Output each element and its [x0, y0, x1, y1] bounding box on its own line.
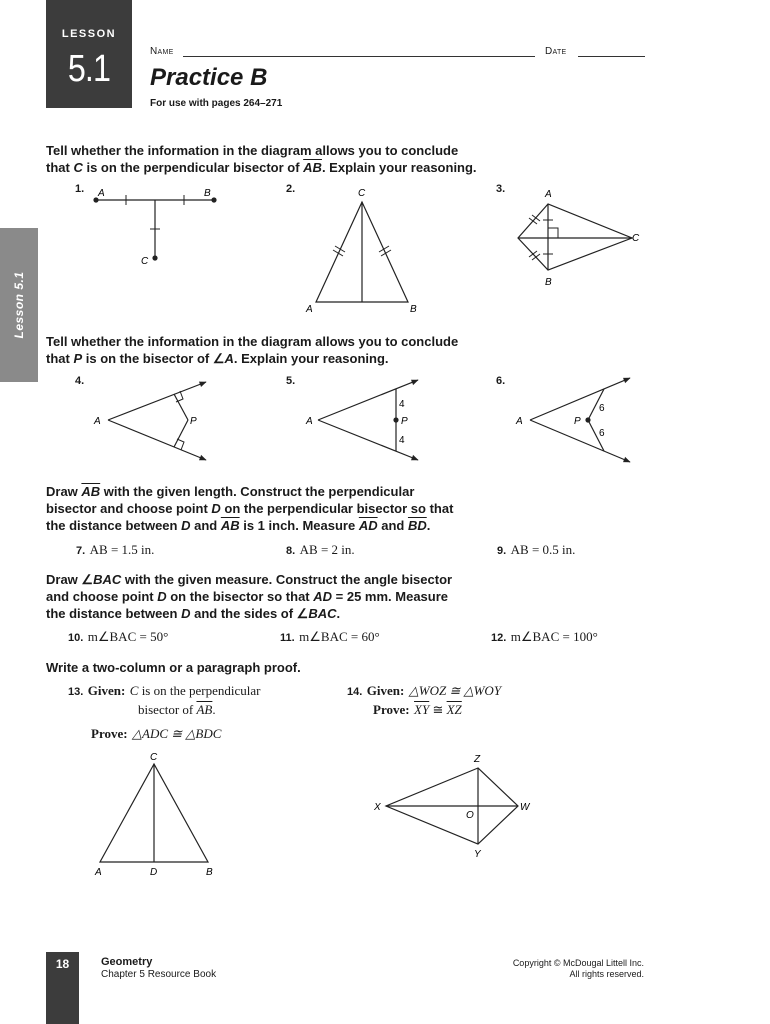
svg-text:C: C: [358, 188, 366, 199]
svg-text:W: W: [520, 802, 530, 813]
name-line[interactable]: [183, 56, 535, 57]
lesson-number: 5.1: [67, 48, 111, 90]
problem-13: 13. Given: C is on the perpendicular bisector of $\overline{AB}$. Prove: △ADC ≅ △BDC: [68, 683, 261, 741]
diagram-4: [90, 374, 220, 466]
svg-text:O: O: [466, 810, 474, 821]
svg-text:6: 6: [599, 428, 605, 439]
svg-text:C: C: [632, 233, 640, 244]
name-label: Name: [150, 46, 174, 57]
section4-instructions: Draw ∠BAC with the given measure. Construct the angle bisector and choose point D on the bisector so that AD = 25 mm. Measure the distance between D and the sides of ∠BAC.: [46, 572, 453, 621]
diagram-1: [90, 184, 220, 268]
problem-12: 12. m∠BAC = 100°: [491, 629, 598, 644]
svg-text:Z: Z: [474, 754, 481, 765]
svg-text:A: A: [516, 416, 523, 427]
diagram-2: [300, 184, 430, 316]
lesson-box: [46, 0, 132, 108]
svg-text:A: A: [545, 189, 552, 200]
lesson-label: LESSON: [61, 28, 117, 40]
problem-4-number: 4.: [75, 375, 85, 387]
problem-9: 9. AB = 0.5 in.: [497, 542, 576, 557]
date-line[interactable]: [578, 56, 645, 57]
svg-text:P: P: [190, 416, 197, 427]
problem-5-number: 5.: [286, 375, 296, 387]
svg-text:P: P: [574, 416, 581, 427]
page-title: Practice B: [150, 64, 268, 91]
problem-10: 10. m∠BAC = 50°: [68, 629, 169, 644]
problem-2-number: 2.: [286, 183, 296, 195]
label-c: C: [141, 256, 149, 267]
svg-text:B: B: [410, 304, 417, 315]
svg-text:A: A: [94, 416, 101, 427]
footer-chapter: Chapter 5 Resource Book: [101, 969, 217, 980]
problem-11: 11. m∠BAC = 60°: [280, 629, 380, 644]
page-subtitle: For use with pages 264–271: [150, 98, 283, 109]
date-label: Date: [545, 46, 567, 57]
label-b: B: [204, 188, 211, 199]
svg-text:B: B: [206, 867, 213, 878]
diagram-5: [300, 374, 430, 466]
diagram-14: [370, 750, 540, 862]
page-number-box: [46, 952, 79, 1024]
footer-book: Geometry: [101, 956, 153, 968]
problem-7: 7. AB = 1.5 in.: [76, 542, 155, 557]
problem-8: 8. AB = 2 in.: [286, 542, 355, 557]
section3-instructions: Draw $\overline{AB}$ with the given length. Construct the perpendicular bisector and choose point D on the perpendicular bisector so that the distance between D and $\overline{AB}$ is 1 inch. Measure $\overline{AD}$ and $\overline{BD}$.: [46, 484, 454, 533]
problem-14: 14. Given: △WOZ ≅ △WOY Prove: $\overline{XY}$ ≅ $\overline{XZ}$: [347, 683, 502, 717]
svg-text:4: 4: [399, 435, 405, 446]
section5-heading: Write a two-column or a paragraph proof.: [46, 660, 301, 675]
page-number: 18: [55, 957, 70, 971]
diagram-13: [90, 748, 230, 882]
svg-text:6: 6: [599, 403, 605, 414]
svg-text:A: A: [306, 416, 313, 427]
svg-text:A: A: [306, 304, 313, 315]
footer-copyright: Copyright © McDougal Littell Inc. All rights reserved.: [512, 958, 644, 979]
svg-text:Y: Y: [474, 849, 481, 860]
diagram-3: [510, 184, 650, 290]
svg-text:A: A: [95, 867, 102, 878]
svg-text:X: X: [374, 802, 381, 813]
svg-text:D: D: [150, 867, 158, 878]
side-tab: [0, 228, 38, 382]
label-a: A: [98, 188, 105, 199]
svg-text:4: 4: [399, 399, 405, 410]
svg-text:C: C: [150, 752, 158, 763]
problem-6-number: 6.: [496, 375, 506, 387]
diagram-6: [512, 374, 642, 466]
svg-text:P: P: [401, 416, 408, 427]
problem-1-number: 1.: [75, 183, 85, 195]
side-tab-label: Lesson 5.1: [12, 271, 26, 339]
section1-instructions: Tell whether the information in the diagram allows you to conclude that C is on the perpendicular bisector of $\overline{AB}$. Explain your reasoning.: [46, 143, 477, 175]
problem-3-number: 3.: [496, 183, 506, 195]
section2-instructions: Tell whether the information in the diagram allows you to conclude that P is on the bisector of ∠A. Explain your reasoning.: [46, 334, 459, 366]
svg-text:B: B: [545, 277, 552, 288]
